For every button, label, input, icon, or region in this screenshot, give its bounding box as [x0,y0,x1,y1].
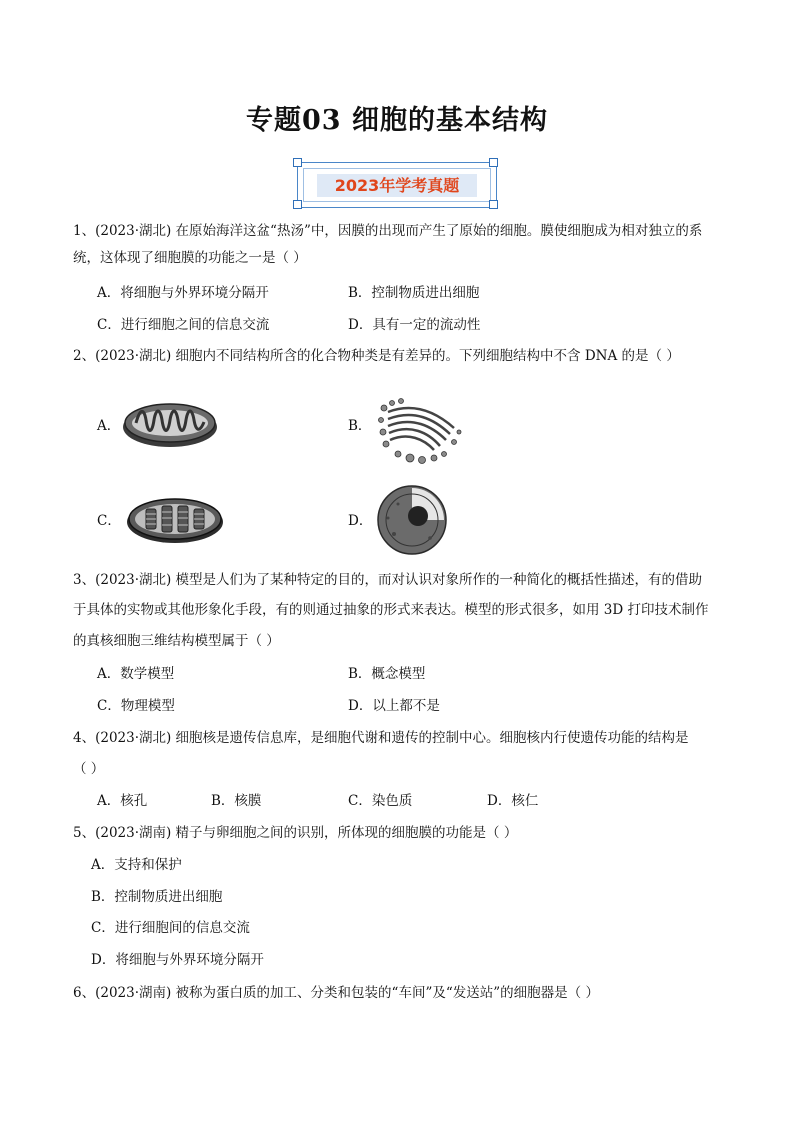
q5-option-d: D．将细胞与外界环境分隔开 [91,952,264,968]
q3-option-a: A．数学模型 [97,666,175,682]
page-title: 专题03 细胞的基本结构 [246,105,548,136]
q3-option-c: C．物理模型 [97,698,175,714]
q1-stem-line2: 统，这体现了细胞膜的功能之一是（ ） [73,250,307,266]
q2-option-a: A． [97,418,121,434]
q1-option-a: A．将细胞与外界环境分隔开 [97,285,269,301]
q3-option-d: D．以上都不是 [348,698,440,714]
q5-option-a: A．支持和保护 [91,857,182,873]
badge-corner-tl [293,158,302,167]
q1-option-d: D．具有一定的流动性 [348,317,481,333]
q5-option-b: B．控制物质进出细胞 [91,889,223,905]
badge-corner-tr [489,158,498,167]
q2-option-c: C． [97,513,121,529]
q4-option-b: B．核膜 [211,793,262,809]
q4-stem-line2: （ ） [73,761,105,777]
q2-option-d: D． [348,513,373,529]
q3-stem-line3: 的真核细胞三维结构模型属于（ ） [73,633,280,649]
badge-corner-bl [293,200,302,209]
section-badge [297,162,497,208]
q3-stem-line2: 于具体的实物或其他形象化手段，有的则通过抽象的形式来表达。模型的形式很多，如用 3D 打印技术制作 [73,602,709,618]
q1-option-b: B．控制物质进出细胞 [348,285,480,301]
q4-option-d: D．核仁 [487,793,539,809]
badge-corner-br [489,200,498,209]
q1-stem-line1: 1、(2023·湖北) 在原始海洋这盆“热汤”中，因膜的出现而产生了原始的细胞。膜使细胞成为相对独立的系 [73,223,703,239]
q4-stem-line1: 4、(2023·湖北) 细胞核是遗传信息库，是细胞代谢和遗传的控制中心。细胞核内行使遗传功能的结构是 [73,730,689,746]
q3-option-b: B．概念模型 [348,666,426,682]
q4-option-a: A．核孔 [97,793,148,809]
q4-option-c: C．染色质 [348,793,413,809]
golgi-apparatus-icon [374,394,464,466]
q5-stem-line1: 5、(2023·湖南) 精子与卵细胞之间的识别，所体现的细胞膜的功能是（ ） [73,825,518,841]
q2-option-b: B． [348,418,372,434]
q3-stem-line1: 3、(2023·湖北) 模型是人们为了某种特定的目的，而对认识对象所作的一种简化的概括性描述，有的借助 [73,572,703,588]
chloroplast-icon [124,492,226,546]
nucleus-icon [374,484,450,556]
q5-option-c: C．进行细胞间的信息交流 [91,920,250,936]
mitochondrion-icon [120,398,220,450]
q1-option-c: C．进行细胞之间的信息交流 [97,317,270,333]
badge-label: 2023年学考真题 [317,174,477,197]
q6-stem-line1: 6、(2023·湖南) 被称为蛋白质的加工、分类和包装的“车间”及“发送站”的细胞器是（ ） [73,985,599,1001]
q2-stem-line1: 2、(2023·湖北) 细胞内不同结构所含的化合物种类是有差异的。下列细胞结构中不含 DNA 的是（ ） [73,348,680,364]
